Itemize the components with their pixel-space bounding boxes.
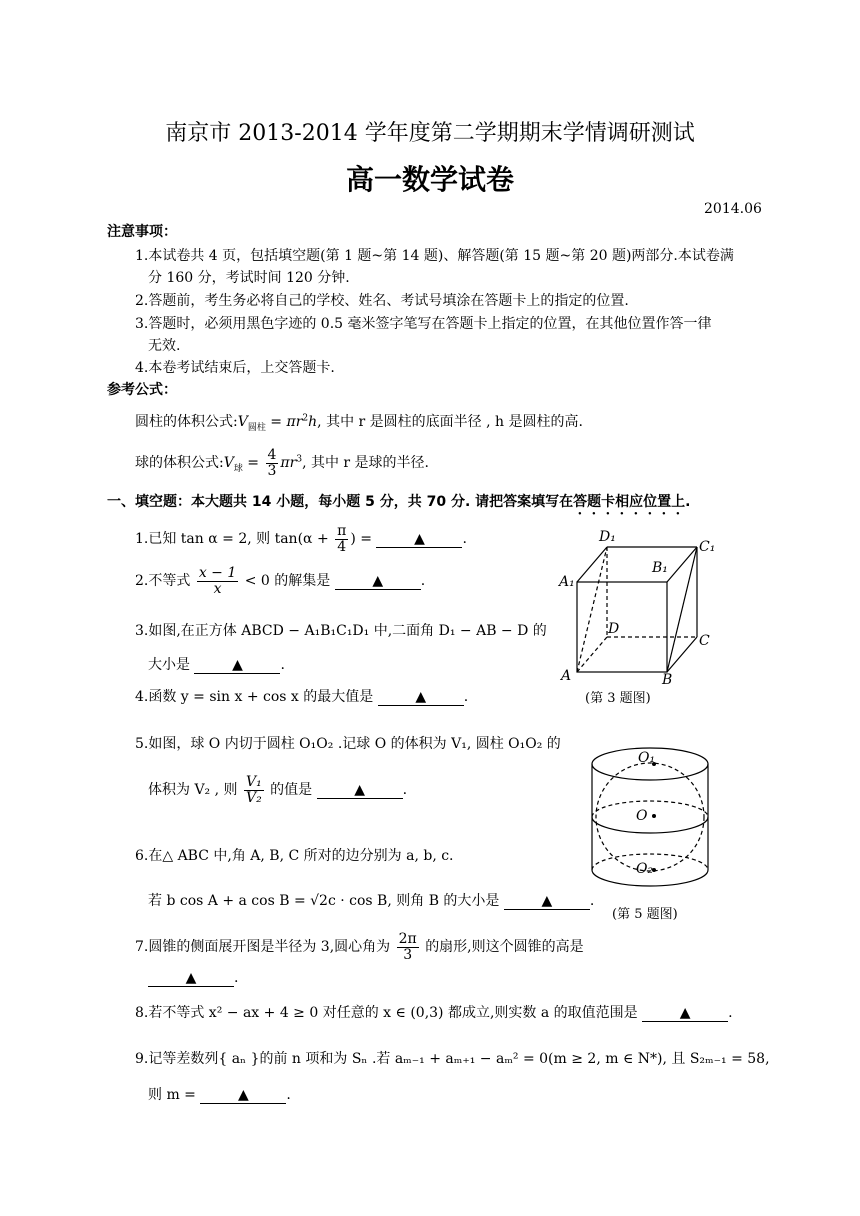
cube-front-face [577,582,667,672]
notice-item: 4.本卷考试结束后，上交答题卡. [135,360,335,376]
answer-blank[interactable]: ▲ [642,1005,728,1022]
answer-blank[interactable]: ▲ [200,1087,286,1104]
label-c1: C₁ [699,539,716,555]
answer-blank[interactable]: ▲ [504,893,590,910]
exam-date: 2014.06 [704,201,762,217]
answer-blank[interactable]: ▲ [317,782,403,799]
question-9: 9.记等差数列{ aₙ }的前 n 项和为 Sₙ .若 aₘ₋₁ + aₘ₊₁ − aₘ² = 0(m ≥ 2, m ∈ N*), 且 S₂ₘ₋₁ = 58, [135,1051,770,1067]
label-c: C [699,633,710,649]
label-a1: A₁ [559,574,575,590]
label-a: A [561,668,572,684]
exam-subtitle: 高一数学试卷 [345,163,514,196]
question-1: 1.已知 tan α = 2, 则 tan(α + $\frac{\pi}{4}$ ) = ▲ . [135,523,467,555]
question-3-cont: 大小是 ▲ . [148,657,285,673]
figure-3-cube [555,522,725,712]
label-d1: D₁ [599,529,616,545]
exam-title: 南京市 2013-2014 学年度第二学期期末学情调研测试 [165,121,695,146]
question-2: 2.不等式 $\frac{x - 1}{x}$ < 0 的解集是 ▲ . [135,565,426,597]
answer-blank[interactable]: ▲ [378,689,464,706]
question-9-cont: 则 m = ▲ . [148,1087,291,1103]
formula-heading: 参考公式： [107,382,177,398]
notice-item: 2.答题前，考生务必将自己的学校、姓名、考试号填涂在答题卡上的指定的位置. [135,293,629,309]
label-d: D [608,621,620,637]
answer-blank[interactable]: ▲ [194,657,280,674]
question-7: 7.圆锥的侧面展开图是半径为 3,圆心角为 $\frac{2\pi}{3}$ 的扇形,则这个圆锥的高是 [135,931,584,963]
question-5: 5.如图，球 O 内切于圆柱 O₁O₂ .记球 O 的体积为 V₁, 圆柱 O₁O₂ 的 [135,736,561,752]
question-3: 3.如图,在正方体 ABCD − A₁B₁C₁D₁ 中,二面角 D₁ − AB − D 的 [135,623,547,639]
label-o2: O₂ [636,861,654,877]
label-o1: O₁ [638,750,656,766]
figure-5-caption: (第 5 题图) [612,907,678,922]
question-6: 6.在△ ABC 中,角 A, B, C 所对的边分别为 a, b, c. [135,848,454,864]
answer-blank[interactable]: ▲ [376,531,462,548]
sphere-formula: 球的体积公式$:V_球$ = $\frac{4}{3}$ $\pi r^3$, 其中 r 是球的半径. [135,447,430,479]
figure-5-cylinder [590,740,730,925]
notice-heading: 注意事项： [107,224,177,240]
cylinder-formula: 圆柱的体积公式$:V_{圆柱} = \pi r^2h$, 其中 r 是圆柱的底面半径 , h 是圆柱的高. [135,413,583,433]
label-o: O [636,808,648,824]
answer-blank[interactable]: ▲ [335,573,421,590]
notice-item: 无效. [148,338,181,354]
inscribed-sphere [596,763,704,871]
notice-item: 1.本试卷共 4 页，包括填空题(第 1 题~第 14 题)、解答题(第 15 题~第 20 题)两部分.本试卷满 [135,248,734,264]
notice-item: 3.答题时，必须用黑色字迹的 0.5 毫米签字笔写在答题卡上指定的位置，在其他位置作答一律 [135,316,712,332]
question-4: 4.函数 y = sin x + cos x 的最大值是 ▲ . [135,689,469,705]
question-7-cont: ▲ . [148,970,238,987]
question-5-cont: 体积为 V₂ , 则 $\frac{\text{V₁}}{\text{V₂}}$ 的值是 ▲ . [148,774,408,806]
notice-item: 分 160 分，考试时间 120 分钟. [148,270,350,286]
question-8: 8.若不等式 x² − ax + 4 ≥ 0 对任意的 x ∈ (0,3) 都成立,则实数 a 的取值范围是 ▲ . [135,1005,733,1021]
answer-blank[interactable]: ▲ [148,970,234,987]
figure-3-caption: (第 3 题图) [585,691,651,706]
section-heading: 一、填空题：本大题共 14 小题，每小题 5 分，共 70 分. 请把答案填写在答题卡相应位置上. [107,494,691,510]
question-6-cont: 若 b cos A + a cos B = √2c · cos B, 则角 B 的大小是 ▲ . [148,893,595,909]
label-b1: B₁ [652,560,668,576]
label-b: B [662,672,673,688]
equator-front [592,817,708,833]
